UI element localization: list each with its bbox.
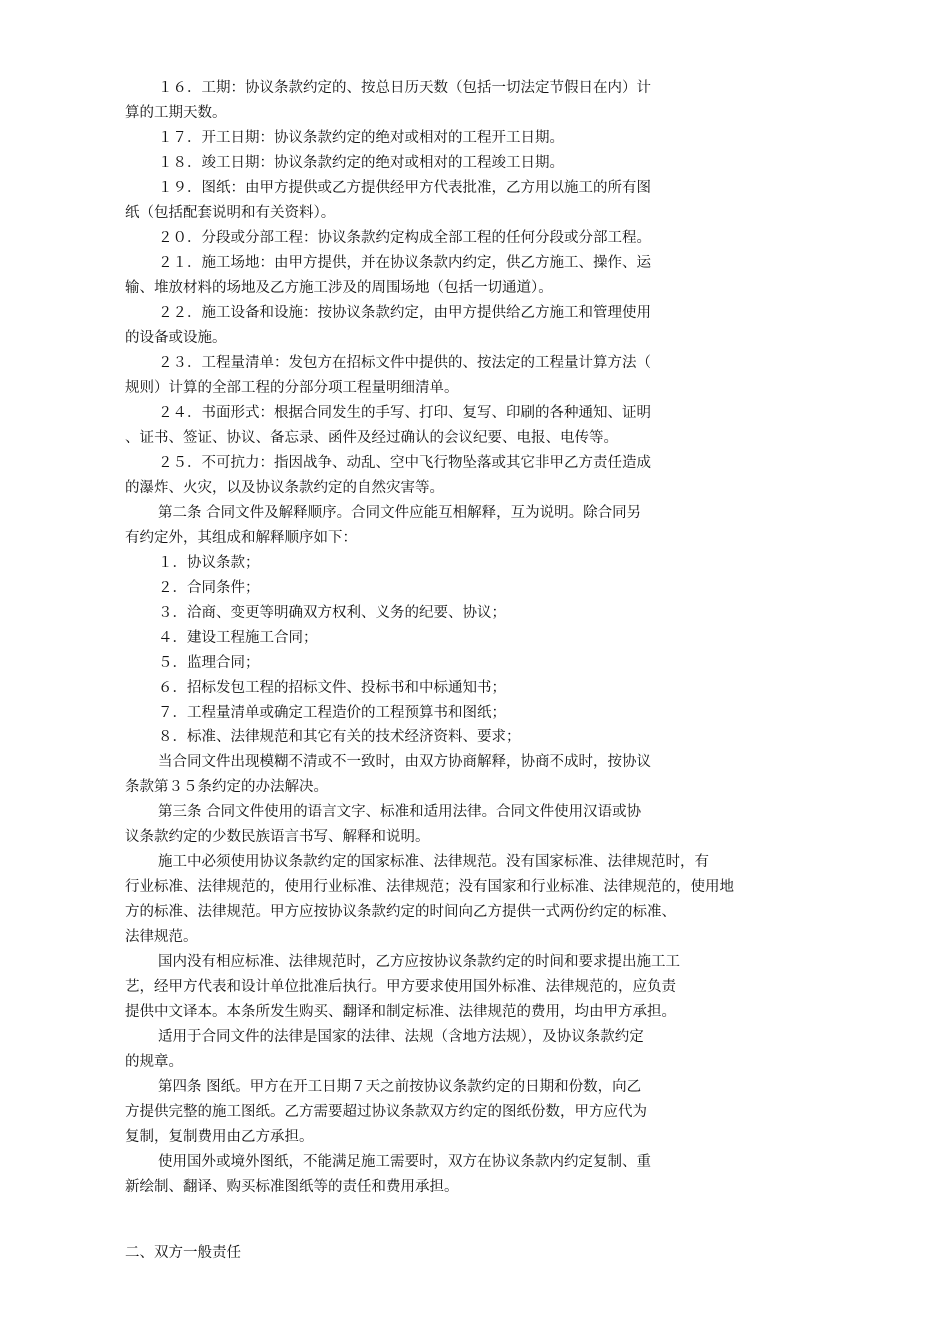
text-line: ８．标准、法律规范和其它有关的技术经济资料、要求； xyxy=(158,729,521,746)
text-line: 复制，复制费用由乙方承担。 xyxy=(125,1129,314,1146)
text-line: ２４．书面形式：根据合同发生的手写、打印、复写、印刷的各种通知、证明 xyxy=(158,404,651,421)
text-line: １６．工期：协议条款约定的、按总日历天数（包括一切法定节假日在内）计 xyxy=(158,80,651,96)
text-line: 使用国外或境外图纸，不能满足施工需要时，双方在协议条款内约定复制、重 xyxy=(158,1154,651,1171)
text-line: 新绘制、翻译、购买标准图纸等的责任和费用承担。 xyxy=(125,1179,459,1196)
text-line: ２５．不可抗力：指因战争、动乱、空中飞行物坠落或其它非甲乙方责任造成 xyxy=(158,454,651,471)
text-line: 国内没有相应标准、法律规范时，乙方应按协议条款约定的时间和要求提出施工工 xyxy=(158,954,680,971)
text-line: １９．图纸：由甲方提供或乙方提供经甲方代表批准，乙方用以施工的所有图 xyxy=(158,179,651,196)
text-line: ２１．施工场地：由甲方提供，并在协议条款内约定，供乙方施工、操作、运 xyxy=(158,254,651,271)
text-line: 行业标准、法律规范的，使用行业标准、法律规范；没有国家和行业标准、法律规范的，使用地 xyxy=(125,879,734,896)
text-line: 方的标准、法律规范。甲方应按协议条款约定的时间向乙方提供一式两份约定的标准、 xyxy=(125,904,676,921)
text-line: 方提供完整的施工图纸。乙方需要超过协议条款双方约定的图纸份数，甲方应代为 xyxy=(125,1104,647,1121)
text-line: ２．合同条件； xyxy=(158,579,260,596)
text-line: 艺，经甲方代表和设计单位批准后执行。甲方要求使用国外标准、法律规范的，应负责 xyxy=(125,979,676,996)
text-line: 提供中文译本。本条所发生购买、翻译和制定标准、法律规范的费用，均由甲方承担。 xyxy=(125,1004,676,1021)
text-line: 的瀑炸、火灾，以及协议条款约定的自然灾害等。 xyxy=(125,479,444,496)
text-line: 议条款约定的少数民族语言书写、解释和说明。 xyxy=(125,829,430,846)
text-line: 算的工期天数。 xyxy=(125,104,227,121)
text-line: 适用于合同文件的法律是国家的法律、法规（含地方法规），及协议条款约定 xyxy=(158,1029,644,1046)
text-line: ７．工程量清单或确定工程造价的工程预算书和图纸； xyxy=(158,704,506,721)
text-line: 施工中必须使用协议条款约定的国家标准、法律规范。没有国家标准、法律规范时，有 xyxy=(158,854,709,871)
text-line: ６．招标发包工程的招标文件、投标书和中标通知书； xyxy=(158,679,506,696)
text-line: 法律规范。 xyxy=(125,929,198,946)
text-line: 规则）计算的全部工程的分部分项工程量明细清单。 xyxy=(125,379,459,396)
text-line: ４．建设工程施工合同； xyxy=(158,629,318,646)
text-line: ２０．分段或分部工程：协议条款约定构成全部工程的任何分段或分部工程。 xyxy=(158,229,651,246)
text-line: １７．开工日期：协议条款约定的绝对或相对的工程开工日期。 xyxy=(158,129,564,146)
text-line: 的规章。 xyxy=(125,1054,183,1071)
text-line: １．协议条款； xyxy=(158,554,260,571)
text-line: 第三条 合同文件使用的语言文字、标准和适用法律。合同文件使用汉语或协 xyxy=(158,804,642,821)
text-line: 的设备或设施。 xyxy=(125,329,227,346)
text-line: 当合同文件出现模糊不清或不一致时，由双方协商解释，协商不成时，按协议 xyxy=(158,754,651,771)
text-line: 输、堆放材料的场地及乙方施工涉及的周围场地（包括一切通道）。 xyxy=(125,279,553,296)
text-line: １８．竣工日期：协议条款约定的绝对或相对的工程竣工日期。 xyxy=(158,154,564,171)
text-line: ３．洽商、变更等明确双方权利、义务的纪要、协议； xyxy=(158,604,506,621)
text-line: 第二条 合同文件及解释顺序。合同文件应能互相解释，互为说明。除合同另 xyxy=(158,504,642,521)
text-line: ２２．施工设备和设施：按协议条款约定，由甲方提供给乙方施工和管理使用 xyxy=(158,304,651,321)
text-line: ２３．工程量清单：发包方在招标文件中提供的、按法定的工程量计算方法（ xyxy=(158,354,651,371)
section-heading: 二、双方一般责任 xyxy=(125,1245,241,1261)
text-line: 第四条 图纸。甲方在开工日期７天之前按协议条款约定的日期和份数，向乙 xyxy=(158,1079,642,1096)
text-line: 有约定外，其组成和解释顺序如下： xyxy=(125,529,357,546)
text-line: 条款第３５条约定的办法解决。 xyxy=(125,779,328,796)
text-line: 、证书、签证、协议、备忘录、函件及经过确认的会议纪要、电报、电传等。 xyxy=(125,429,618,446)
text-line: 纸（包括配套说明和有关资料）。 xyxy=(125,204,336,221)
text-line: ５．监理合同； xyxy=(158,654,260,671)
